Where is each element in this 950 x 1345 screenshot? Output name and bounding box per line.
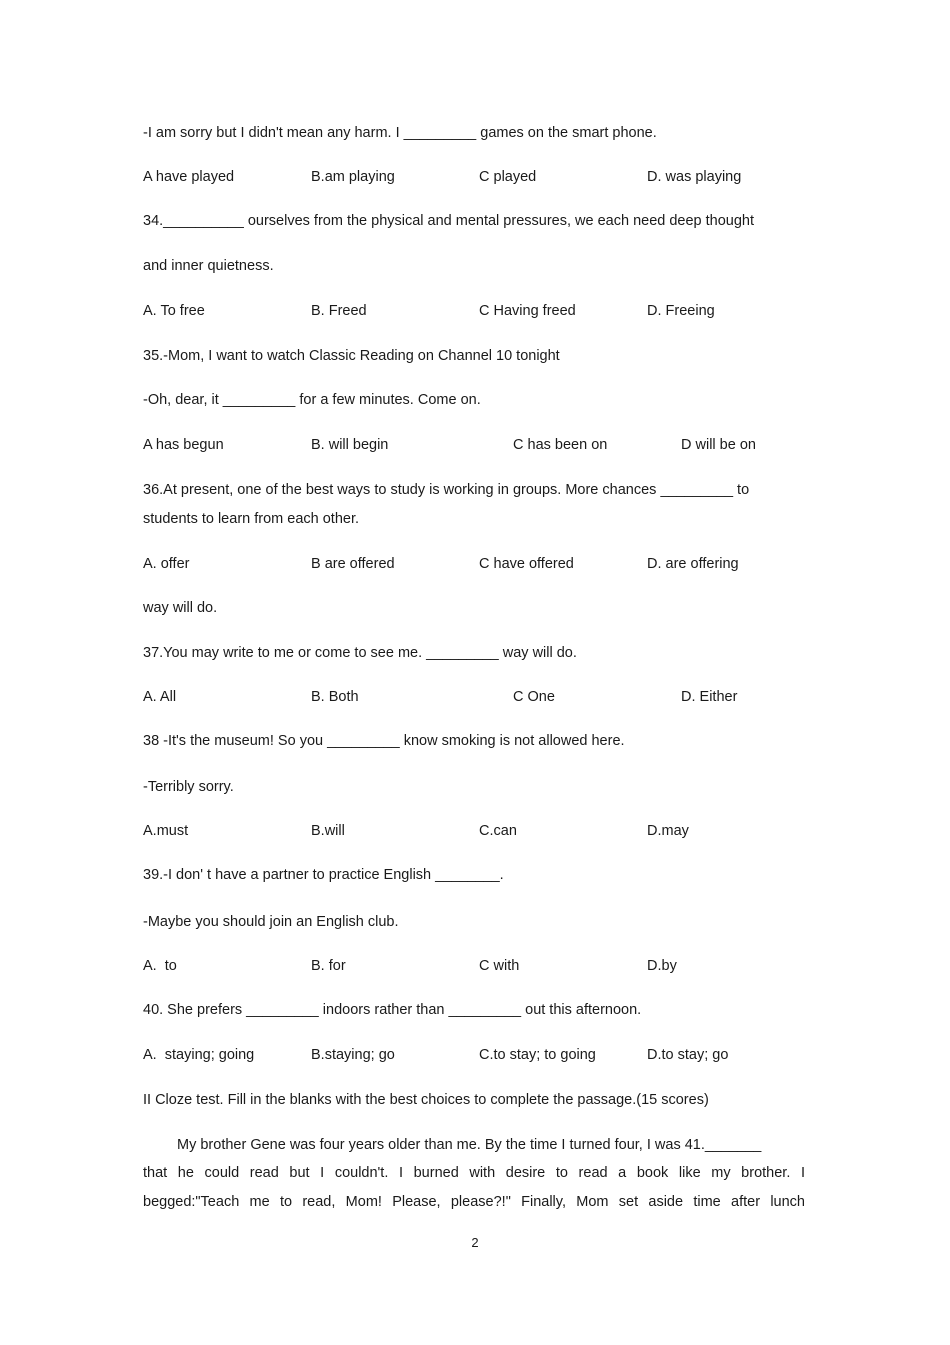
q40-option-b: B.staying; go	[311, 1047, 395, 1063]
q36-option-a: A. offer	[143, 556, 190, 572]
q36-option-d: D. are offering	[647, 556, 739, 572]
passage-line3: begged:"Teach me to read, Mom! Please, please?!" Finally, Mom set aside time after lunch	[143, 1194, 805, 1210]
q34-stem-line2: and inner quietness.	[143, 258, 274, 274]
q40-option-d: D.to stay; go	[647, 1047, 729, 1063]
q33-option-d: D. was playing	[647, 169, 742, 185]
q33-option-c: C played	[479, 169, 537, 185]
q35-option-b: B. will begin	[311, 437, 389, 453]
q33-option-a: A have played	[143, 169, 235, 185]
q36-stem-line1: 36.At present, one of the best ways to study is working in groups. More chances _________ to	[143, 482, 750, 498]
q37-stem: 37.You may write to me or come to see me. _________ way will do.	[143, 645, 577, 661]
q39-option-b: B. for	[311, 958, 346, 974]
passage-line1: My brother Gene was four years older than me. By the time I turned four, I was 41._______	[177, 1137, 762, 1153]
passage-line2: that he could read but I couldn't. I burned with desire to read a book like my brother. I	[143, 1165, 805, 1181]
q34-option-c: C Having freed	[479, 303, 576, 319]
q33-response: -I am sorry but I didn't mean any harm. I _________ games on the smart phone.	[143, 125, 657, 141]
q36-stem-line2: students to learn from each other.	[143, 511, 360, 527]
q38-option-a: A.must	[143, 823, 189, 839]
q39-stem-line2: -Maybe you should join an English club.	[143, 914, 399, 930]
q38-stem-line2: -Terribly sorry.	[143, 779, 234, 795]
q37-option-a: A. All	[143, 689, 177, 705]
q35-option-a: A has begun	[143, 437, 224, 453]
q37-option-d: D. Either	[681, 689, 738, 705]
q38-option-b: B.will	[311, 823, 345, 839]
q39-option-a: A. to	[143, 958, 177, 974]
q35-option-c: C has been on	[513, 437, 608, 453]
q34-option-a: A. To free	[143, 303, 205, 319]
q36-option-b: B are offered	[311, 556, 395, 572]
q39-stem-line1: 39.-I don' t have a partner to practice English ________.	[143, 867, 504, 883]
q40-option-a: A. staying; going	[143, 1047, 255, 1063]
q39-option-c: C with	[479, 958, 520, 974]
page-number: 2	[471, 1235, 479, 1250]
stray-text: way will do.	[143, 600, 218, 616]
q37-option-c: C One	[513, 689, 555, 705]
q35-stem-line2: -Oh, dear, it _________ for a few minutes. Come on.	[143, 392, 481, 408]
q35-option-d: D will be on	[681, 437, 756, 453]
q34-option-d: D. Freeing	[647, 303, 715, 319]
q38-option-c: C.can	[479, 823, 517, 839]
q38-stem-line1: 38 -It's the museum! So you _________ know smoking is not allowed here.	[143, 733, 625, 749]
q39-option-d: D.by	[647, 958, 677, 974]
section-heading: II Cloze test. Fill in the blanks with the best choices to complete the passage.(15 scores)	[143, 1092, 709, 1108]
q33-option-b: B.am playing	[311, 169, 395, 185]
q34-option-b: B. Freed	[311, 303, 367, 319]
q38-option-d: D.may	[647, 823, 689, 839]
q37-option-b: B. Both	[311, 689, 359, 705]
q40-option-c: C.to stay; to going	[479, 1047, 596, 1063]
q34-stem-line1: 34.__________ ourselves from the physical and mental pressures, we each need deep thought	[143, 213, 755, 229]
q40-stem: 40. She prefers _________ indoors rather than _________ out this afternoon.	[143, 1002, 642, 1018]
q36-option-c: C have offered	[479, 556, 574, 572]
q35-stem-line1: 35.-Mom, I want to watch Classic Reading on Channel 10 tonight	[143, 348, 560, 364]
